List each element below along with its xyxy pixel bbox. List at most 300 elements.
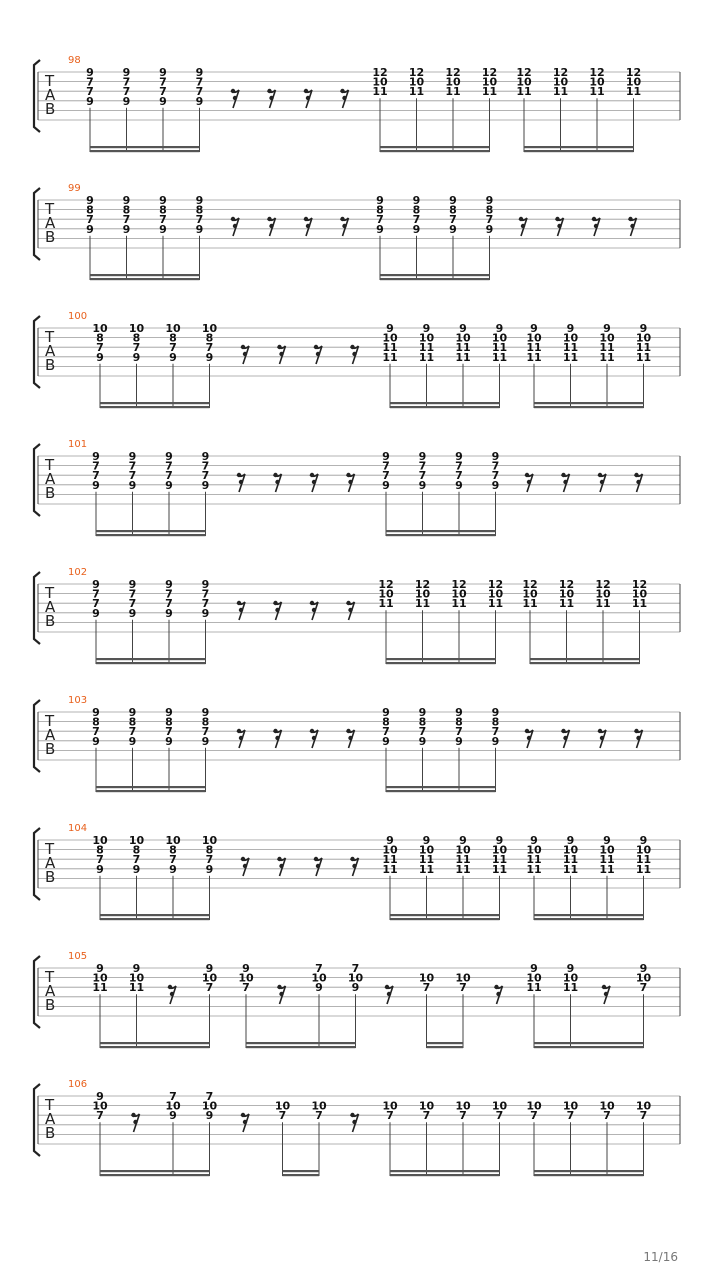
rest-symbol <box>342 224 346 228</box>
rest-symbol <box>557 224 561 228</box>
rest-symbol <box>170 992 174 996</box>
fret-number: 7 <box>132 341 141 355</box>
system-bracket <box>34 572 40 644</box>
fret-number: 12 <box>487 578 504 591</box>
fret-number: 9 <box>92 606 100 620</box>
fret-number: 10 <box>522 587 538 601</box>
fret-number: 9 <box>201 450 210 463</box>
system-bracket <box>34 956 40 1028</box>
rest-symbol <box>352 1120 356 1124</box>
fret-number: 9 <box>201 578 210 591</box>
rest-symbol <box>634 473 638 477</box>
rest-symbol <box>527 480 531 484</box>
rest-symbol <box>561 473 565 477</box>
fret-number: 8 <box>132 843 141 857</box>
fret-number: 10 <box>382 331 398 345</box>
fret-number: 10 <box>451 587 467 601</box>
fret-number: 9 <box>86 66 94 79</box>
beam <box>530 658 640 660</box>
rest-symbol <box>239 608 243 612</box>
fret-number: 10 <box>347 971 364 985</box>
fret-number: 7 <box>86 85 94 99</box>
beam <box>390 1170 500 1172</box>
fret-number: 9 <box>639 322 648 335</box>
tab-letter: A <box>45 342 56 360</box>
rest-symbol <box>273 729 277 733</box>
tab-letter: A <box>45 1110 56 1128</box>
fret-number: 8 <box>122 203 131 217</box>
fret-number: 9 <box>603 834 611 847</box>
rest-symbol <box>348 736 352 740</box>
fret-number: 11 <box>516 85 532 99</box>
beam <box>100 1170 210 1172</box>
fret-number: 9 <box>201 706 210 719</box>
fret-number: 8 <box>205 843 214 857</box>
fret-number: 10 <box>408 75 425 89</box>
fret-number: 11 <box>599 862 615 876</box>
fret-number: 12 <box>631 578 648 591</box>
fret-number: 11 <box>589 85 605 99</box>
fret-number: 9 <box>205 862 214 876</box>
fret-number: 11 <box>562 853 579 867</box>
rest-symbol <box>602 985 606 989</box>
fret-number: 10 <box>526 843 542 857</box>
fret-number: 9 <box>128 706 137 719</box>
system-bracket <box>34 700 40 772</box>
fret-number: 9 <box>530 322 538 335</box>
tab-letter: A <box>45 470 56 488</box>
fret-number: 7 <box>566 1109 575 1123</box>
rest-symbol <box>346 729 350 733</box>
fret-number: 9 <box>201 478 210 492</box>
fret-number: 9 <box>128 734 137 748</box>
rest-symbol <box>267 89 271 93</box>
fret-number: 10 <box>311 1099 327 1113</box>
beam <box>386 658 496 660</box>
fret-number: 7 <box>159 75 167 89</box>
fret-number: 11 <box>491 350 508 364</box>
beam <box>386 530 496 532</box>
beam <box>100 1046 210 1048</box>
tab-letter: A <box>45 598 56 616</box>
fret-number: 11 <box>128 981 145 995</box>
fret-number: 11 <box>455 341 471 355</box>
system-bracket <box>34 828 40 900</box>
rest-symbol <box>237 729 241 733</box>
rest-symbol <box>604 992 608 996</box>
rest-symbol <box>277 345 281 349</box>
fret-number: 9 <box>128 450 137 463</box>
fret-number: 12 <box>445 66 461 79</box>
rest-symbol <box>342 96 346 100</box>
rest-symbol <box>273 601 277 605</box>
rest-symbol <box>350 1113 354 1117</box>
fret-number: 10 <box>491 1099 508 1113</box>
fret-number: 9 <box>386 834 394 847</box>
fret-number: 7 <box>376 213 384 227</box>
fret-number: 7 <box>418 459 427 473</box>
fret-number: 7 <box>195 85 204 99</box>
fret-number: 12 <box>595 578 611 591</box>
fret-number: 8 <box>128 715 137 729</box>
fret-number: 9 <box>128 478 137 492</box>
rest-symbol <box>277 985 281 989</box>
fret-number: 10 <box>562 331 579 345</box>
rest-symbol <box>239 736 243 740</box>
fret-number: 7 <box>201 587 210 601</box>
rest-symbol <box>279 352 283 356</box>
fret-number: 11 <box>635 350 652 364</box>
fret-number: 10 <box>414 587 431 601</box>
fret-number: 10 <box>526 1099 542 1113</box>
tab-letter: T <box>45 840 55 858</box>
fret-number: 7 <box>195 75 204 89</box>
fret-number: 10 <box>599 331 615 345</box>
fret-number: 8 <box>455 715 463 729</box>
fret-number: 7 <box>382 725 390 739</box>
beam <box>380 274 490 276</box>
fret-number: 11 <box>558 597 575 611</box>
fret-number: 7 <box>603 1109 611 1123</box>
rest-symbol <box>350 345 354 349</box>
fret-number: 10 <box>382 843 398 857</box>
rest-symbol <box>310 601 314 605</box>
fret-number: 7 <box>491 725 500 739</box>
fret-number: 10 <box>635 843 652 857</box>
tab-letter: T <box>45 712 55 730</box>
fret-number: 10 <box>562 843 579 857</box>
measure-number: 101 <box>68 439 88 450</box>
rest-symbol <box>600 480 604 484</box>
rest-symbol <box>563 736 567 740</box>
beam <box>534 914 644 916</box>
fret-number: 7 <box>422 981 431 995</box>
rest-symbol <box>494 985 498 989</box>
fret-number: 9 <box>165 478 173 492</box>
rest-symbol <box>243 1120 247 1124</box>
fret-number: 7 <box>491 469 500 483</box>
fret-number: 9 <box>165 734 173 748</box>
fret-number: 9 <box>315 981 323 995</box>
fret-number: 9 <box>86 194 94 207</box>
fret-number: 8 <box>418 715 427 729</box>
fret-number: 8 <box>96 843 104 857</box>
rest-symbol <box>306 96 310 100</box>
fret-number: 9 <box>351 981 360 995</box>
tab-system <box>34 55 680 152</box>
fret-number: 9 <box>195 194 204 207</box>
rest-symbol <box>314 345 318 349</box>
measure-number: 102 <box>68 567 88 578</box>
fret-number: 12 <box>408 66 425 79</box>
fret-number: 11 <box>526 341 542 355</box>
fret-number: 11 <box>491 853 508 867</box>
fret-number: 10 <box>491 843 508 857</box>
fret-number: 9 <box>455 734 463 748</box>
fret-number: 8 <box>92 715 100 729</box>
rest-symbol <box>269 224 273 228</box>
tab-letter: A <box>45 214 56 232</box>
fret-number: 8 <box>205 331 214 345</box>
rest-symbol <box>563 480 567 484</box>
rest-symbol <box>237 601 241 605</box>
fret-number: 7 <box>459 981 467 995</box>
fret-number: 11 <box>481 85 498 99</box>
fret-number: 7 <box>128 587 137 601</box>
fret-number: 7 <box>530 1109 538 1123</box>
fret-number: 10 <box>92 971 108 985</box>
fret-number: 7 <box>242 981 250 995</box>
tab-system <box>34 1079 680 1176</box>
system-bracket <box>34 188 40 260</box>
fret-number: 11 <box>491 862 508 876</box>
fret-number: 9 <box>195 222 204 236</box>
beam <box>90 150 200 152</box>
fret-number: 7 <box>195 213 204 227</box>
fret-number: 11 <box>418 853 435 867</box>
fret-number: 7 <box>122 85 131 99</box>
fret-number: 9 <box>159 66 167 79</box>
fret-number: 11 <box>526 853 542 867</box>
fret-number: 7 <box>169 1090 177 1103</box>
measure-number: 99 <box>68 183 81 194</box>
fret-number: 11 <box>414 597 431 611</box>
fret-number: 7 <box>495 1109 504 1123</box>
fret-number: 8 <box>169 843 177 857</box>
fret-number: 11 <box>382 341 398 355</box>
fret-number: 8 <box>86 203 94 217</box>
rest-symbol <box>312 480 316 484</box>
fret-number: 11 <box>455 862 471 876</box>
fret-number: 7 <box>201 725 210 739</box>
fret-number: 11 <box>635 862 652 876</box>
tab-system <box>34 823 680 920</box>
rest-symbol <box>348 608 352 612</box>
fret-number: 11 <box>599 350 615 364</box>
rest-symbol <box>525 729 529 733</box>
rest-symbol <box>346 473 350 477</box>
fret-number: 9 <box>485 194 494 207</box>
fret-number: 10 <box>418 1099 435 1113</box>
fret-number: 8 <box>169 331 177 345</box>
fret-number: 9 <box>603 322 611 335</box>
fret-number: 7 <box>96 341 104 355</box>
fret-number: 9 <box>382 706 390 719</box>
fret-number: 8 <box>376 203 384 217</box>
beam <box>390 406 500 408</box>
fret-number: 7 <box>455 725 463 739</box>
fret-number: 7 <box>422 1109 431 1123</box>
fret-number: 10 <box>201 1099 218 1113</box>
fret-number: 9 <box>165 578 173 591</box>
fret-number: 11 <box>635 853 652 867</box>
rest-symbol <box>273 473 277 477</box>
fret-number: 10 <box>274 1099 291 1113</box>
rest-symbol <box>310 729 314 733</box>
fret-number: 11 <box>455 853 471 867</box>
fret-number: 9 <box>132 962 141 975</box>
rest-symbol <box>267 217 271 221</box>
fret-number: 9 <box>169 1109 177 1123</box>
fret-number: 9 <box>122 94 131 108</box>
fret-number: 9 <box>92 450 100 463</box>
rest-symbol <box>340 89 344 93</box>
fret-number: 10 <box>92 1099 108 1113</box>
fret-number: 10 <box>201 322 218 335</box>
fret-number: 10 <box>238 971 254 985</box>
rest-symbol <box>233 96 237 100</box>
fret-number: 9 <box>455 450 463 463</box>
fret-number: 9 <box>376 222 384 236</box>
fret-number: 9 <box>566 962 575 975</box>
beam <box>90 274 200 276</box>
beam <box>386 662 496 664</box>
fret-number: 7 <box>455 459 463 473</box>
rest-symbol <box>277 857 281 861</box>
fret-number: 11 <box>487 597 504 611</box>
rest-symbol <box>233 224 237 228</box>
rest-symbol <box>527 736 531 740</box>
fret-number: 9 <box>96 862 104 876</box>
beam <box>90 146 200 148</box>
rest-symbol <box>592 217 596 221</box>
tab-letter: A <box>45 726 56 744</box>
fret-number: 7 <box>92 725 100 739</box>
fret-number: 9 <box>639 962 648 975</box>
fret-number: 12 <box>558 578 575 591</box>
fret-number: 9 <box>455 706 463 719</box>
beam <box>534 1174 644 1176</box>
rest-symbol <box>350 857 354 861</box>
fret-number: 7 <box>169 853 177 867</box>
fret-number: 9 <box>422 834 431 847</box>
rest-symbol <box>598 729 602 733</box>
tab-letter: B <box>45 996 56 1014</box>
tab-letter: A <box>45 86 56 104</box>
fret-number: 7 <box>459 1109 467 1123</box>
fret-number: 11 <box>378 597 394 611</box>
fret-number: 9 <box>205 962 214 975</box>
fret-number: 9 <box>382 450 390 463</box>
fret-number: 11 <box>408 85 425 99</box>
fret-number: 11 <box>445 85 461 99</box>
fret-number: 10 <box>128 971 145 985</box>
tab-system <box>34 439 680 536</box>
fret-number: 9 <box>491 450 500 463</box>
fret-number: 9 <box>96 350 104 364</box>
fret-number: 9 <box>566 834 575 847</box>
tab-letter: B <box>45 868 56 886</box>
fret-number: 7 <box>412 213 421 227</box>
rest-symbol <box>521 224 525 228</box>
fret-number: 8 <box>132 331 141 345</box>
measure-number: 104 <box>68 823 88 834</box>
fret-number: 12 <box>516 66 532 79</box>
rest-symbol <box>275 480 279 484</box>
fret-number: 9 <box>491 478 500 492</box>
fret-number: 10 <box>201 834 218 847</box>
fret-number: 11 <box>599 341 615 355</box>
fret-number: 9 <box>376 194 384 207</box>
fret-number: 9 <box>205 350 214 364</box>
fret-number: 8 <box>159 203 167 217</box>
rest-symbol <box>279 864 283 868</box>
rest-symbol <box>310 473 314 477</box>
fret-number: 9 <box>92 706 100 719</box>
fret-number: 7 <box>639 1109 648 1123</box>
rest-symbol <box>561 729 565 733</box>
rest-symbol <box>630 224 634 228</box>
fret-number: 7 <box>128 725 137 739</box>
rest-symbol <box>352 352 356 356</box>
fret-number: 9 <box>382 734 390 748</box>
fret-number: 10 <box>599 843 615 857</box>
fret-number: 7 <box>205 1090 214 1103</box>
fret-number: 7 <box>128 469 137 483</box>
fret-number: 7 <box>128 597 137 611</box>
beam <box>534 1046 644 1048</box>
rest-symbol <box>133 1120 137 1124</box>
beam <box>380 146 490 148</box>
fret-number: 12 <box>481 66 498 79</box>
fret-number: 7 <box>418 725 427 739</box>
rest-symbol <box>243 864 247 868</box>
fret-number: 8 <box>412 203 421 217</box>
fret-number: 7 <box>315 962 323 975</box>
beam <box>390 914 500 916</box>
beam <box>390 918 500 920</box>
rest-symbol <box>237 473 241 477</box>
beam <box>100 1042 210 1044</box>
fret-number: 11 <box>599 853 615 867</box>
rest-symbol <box>304 217 308 221</box>
rest-symbol <box>231 89 235 93</box>
fret-number: 11 <box>418 341 435 355</box>
tab-system <box>34 951 680 1048</box>
fret-number: 12 <box>552 66 569 79</box>
fret-number: 11 <box>526 862 542 876</box>
beam <box>386 786 496 788</box>
rest-symbol <box>239 480 243 484</box>
fret-number: 10 <box>128 834 145 847</box>
fret-number: 12 <box>625 66 642 79</box>
fret-number: 7 <box>92 597 100 611</box>
fret-number: 10 <box>631 587 648 601</box>
tab-system <box>34 567 680 664</box>
fret-number: 7 <box>278 1109 287 1123</box>
beam <box>96 790 206 792</box>
beam <box>96 658 206 660</box>
fret-number: 11 <box>455 350 471 364</box>
fret-number: 11 <box>552 85 569 99</box>
fret-number: 10 <box>635 331 652 345</box>
rest-symbol <box>312 608 316 612</box>
fret-number: 10 <box>165 834 181 847</box>
tab-system <box>34 183 680 280</box>
fret-number: 7 <box>205 341 214 355</box>
beam <box>534 1170 644 1172</box>
fret-number: 9 <box>530 962 538 975</box>
fret-number: 9 <box>491 706 500 719</box>
fret-number: 7 <box>351 962 360 975</box>
tab-system <box>34 311 680 408</box>
fret-number: 7 <box>201 469 210 483</box>
fret-number: 10 <box>526 331 542 345</box>
fret-number: 9 <box>132 350 141 364</box>
rest-symbol <box>346 601 350 605</box>
rest-symbol <box>594 224 598 228</box>
fret-number: 11 <box>595 597 611 611</box>
